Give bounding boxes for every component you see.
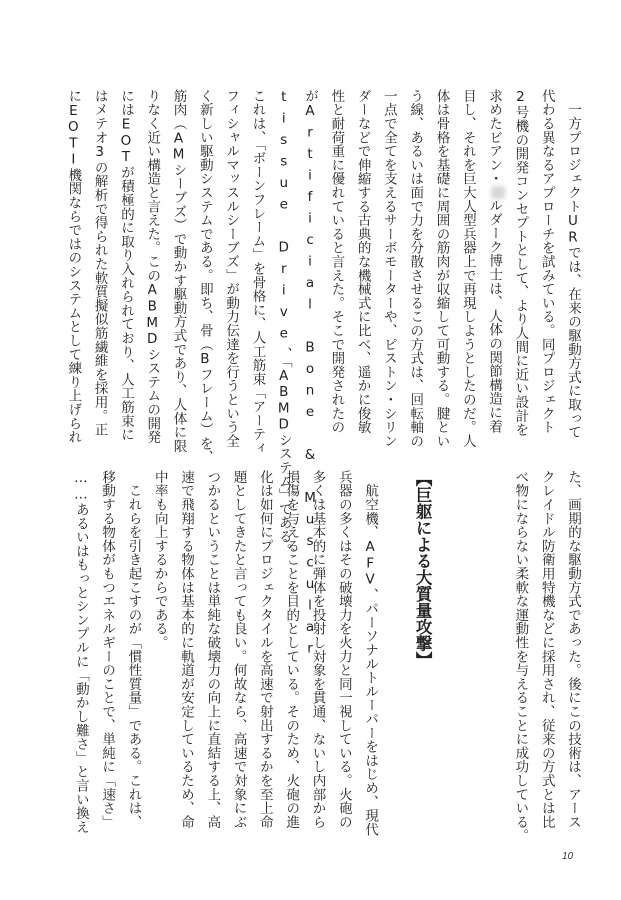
text-line: クレイドル防衛用特機などに採用され、従来の方式とは比 [538,470,555,829]
latin-text: tissue Drive [275,89,292,347]
text-line: 目し、それを巨大人型兵器上で再現しようとしたのだ。人 [459,89,476,448]
text-line: 一方プロジェクトURでは、在来の駆動方式に取って [565,89,581,439]
text-line: 代わる異なるアプローチを試みている。同プロジェクト [538,89,555,434]
redacted-character [491,186,505,199]
text-segment: 求めたビアン・ [486,89,503,186]
text-line: つかるということは単純な破壊力の向上に直結する上、高 [204,470,221,829]
text-line: た、画期的な駆動方式であった。後にこの技術は、アース [565,470,581,829]
text-line: 一点で全てを支えるサーボモーターや、ピストン・シリン [380,89,397,448]
text-line: 損傷を与えることを目的としている。そのため、火砲の進 [283,470,300,829]
text-line: べ物にならない柔軟な運動性を与えることに成功している。 [512,470,529,843]
text-segment: が [302,89,319,103]
page-number: 10 [562,851,574,862]
text-segment: 、「ABMDシステム」である。 [275,347,292,558]
text-line: く新しい駆動システムである。即ち、骨（Bフレーム）を、 [196,89,213,465]
text-line: 航空機、AFV、パーソナルトルーパーをはじめ、現代 [362,470,379,837]
text-line: 化は如何にプロジェクタイルを高速で射出するかを至上命 [256,470,273,829]
text-line: にはEOTが積極的に取り入れられており、人工筋束に [117,89,134,442]
text-line [297,89,323,662]
text-line: 体は骨格を基礎に周囲の筋肉が収縮して可動する。腱とい [433,89,450,448]
text-line [481,89,507,439]
text-line: 中率も向上するからである。 [151,470,168,650]
text-line: これは、「ボーンフレーム」を骨格に、人工筋束「アーティ [249,89,266,455]
text-line: う線、あるいは面で力を分散させるこの方式は、回転軸の [407,89,424,448]
text-line: はメテオ3の解析で得られた軟質擬似筋繊維を採用。正 [91,89,108,437]
text-line: ダーなどで伸縮する古典的な機械式に比べ、遥かに俊敏 [354,89,371,434]
text-line: 多くは基本的に弾体を投射し対象を貫通、ないし内部から [309,470,326,829]
text-line: 速で飛翔する物体は基本的に軌道が安定しているため、命 [178,470,195,829]
text-line [270,89,296,558]
text-line: 性と耐荷重に優れていると言えた。そこで開発されたの [328,89,345,434]
section-heading: 【巨躯による大質量攻撃】 [413,470,433,668]
text-line: りなく近い構造と言えた。このABMDシステムの開発 [144,89,161,444]
text-line: ……あるいはもっとシンプルに「動かし難さ」と言い換え [72,470,89,834]
text-line: にEOTI機関ならではのシステムとして練り上げられ [65,89,82,444]
text-block-bottom [68,470,586,843]
text-line: 筋肉（AMシーブズ）で動かす駆動方式であり、人体に限 [170,89,187,453]
text-segment: ルダーク博士は、人体の関節構造に着 [486,198,503,434]
text-line: フィシャルマッスルシーブズ」が動力伝達を行うという全 [223,89,240,448]
text-line: 移動する物体がもつエネルギーのことで、単純に「速さ」 [99,470,116,829]
text-line: これらを引き起こすのが「慣性質量」である。これは、 [125,470,142,829]
text-line: 兵器の多くはその破壊力を火力と同一視している。火砲の [335,470,352,829]
latin-text: Artificial Bone & Muscular [302,102,319,662]
text-line: 題としてきたと言っても良い。何故なら、高速で対象にぶ [230,470,247,829]
text-line: 2号機の開発コンセプトとして、より人間に近い設計を [512,89,529,437]
